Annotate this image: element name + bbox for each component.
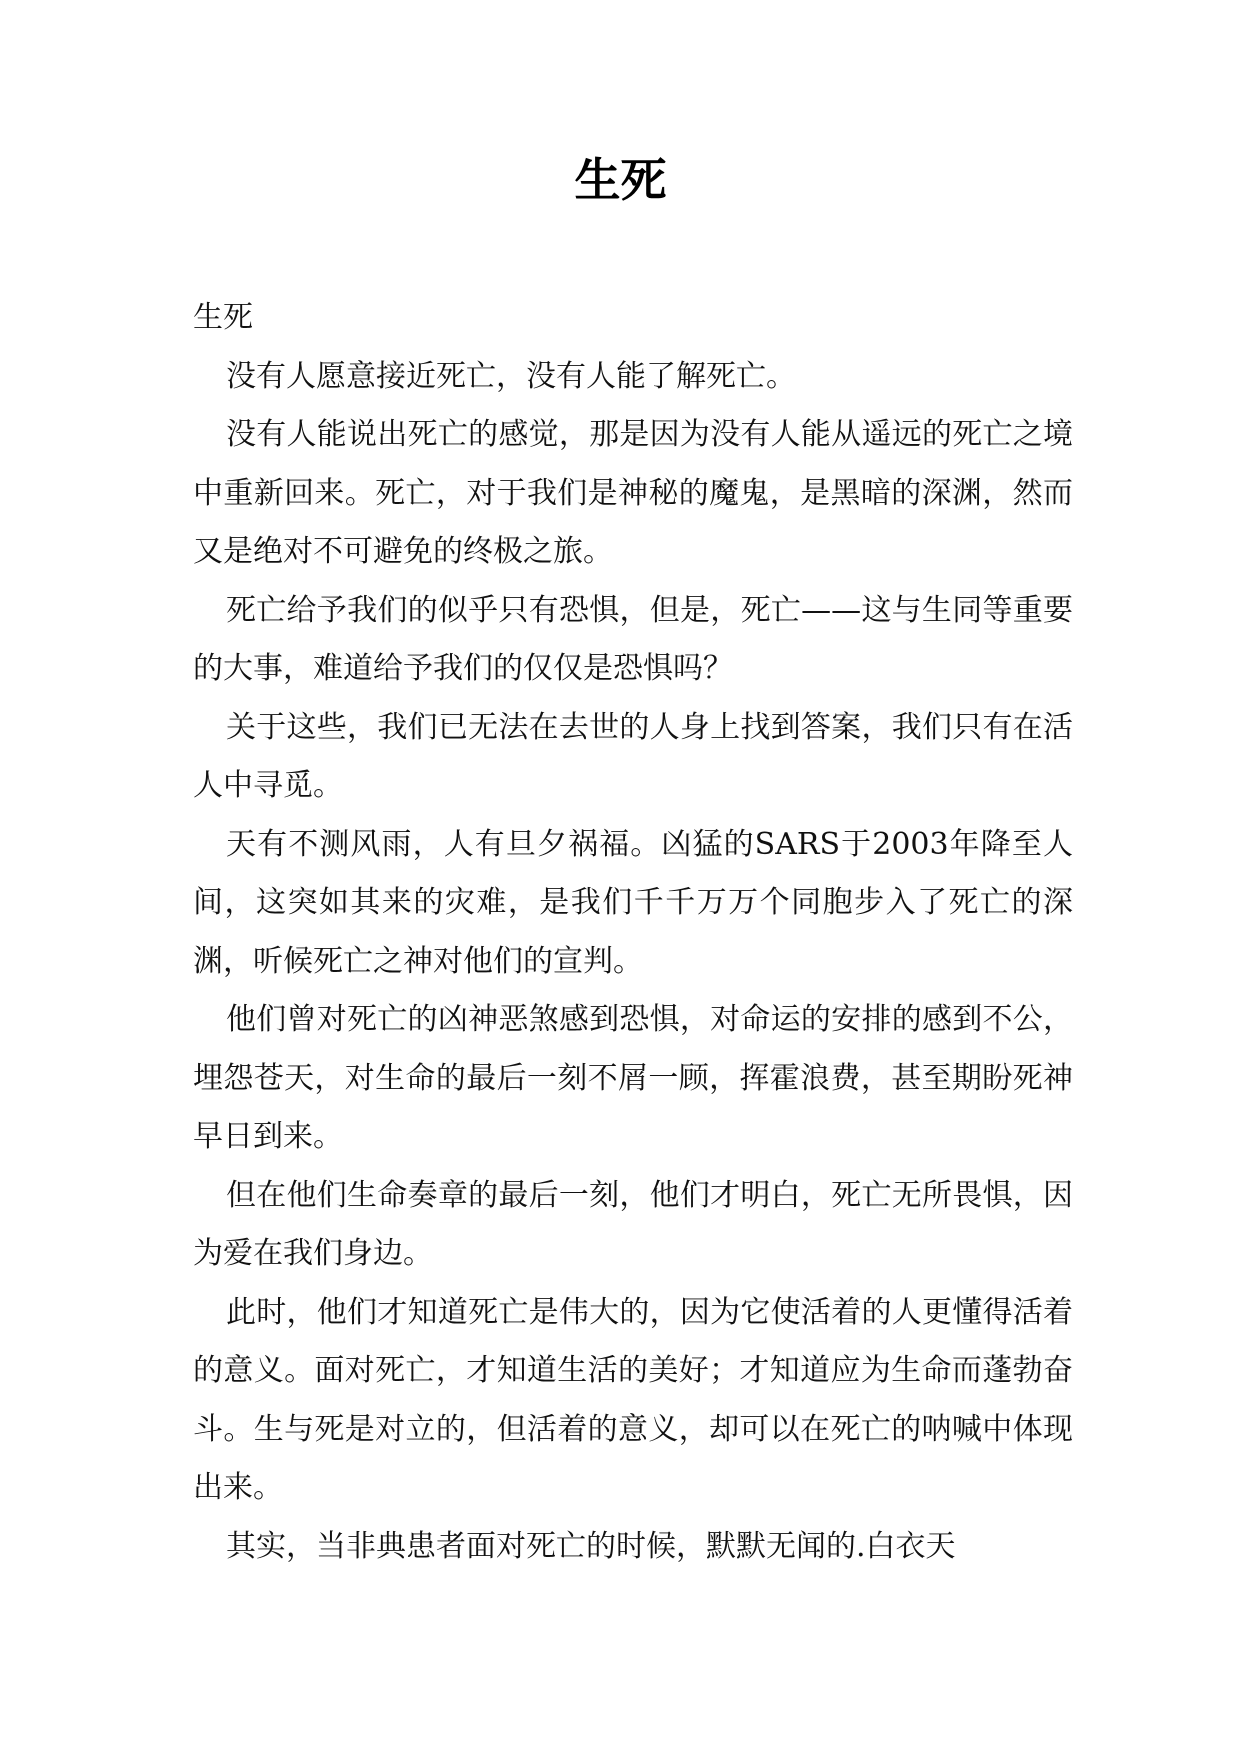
paragraph: 他们曾对死亡的凶神恶煞感到恐惧，对命运的安排的感到不公，埋怨苍天，对生命的最后一刻不屑一顾，挥霍浪费，甚至期盼死神早日到来。: [193, 1002, 1073, 1154]
document-title: 生死: [574, 153, 667, 207]
paragraph: 此时，他们才知道死亡是伟大的，因为它使活着的人更懂得活着的意义。面对死亡，才知道生活的美好；才知道应为生命而蓬勃奋斗。生与死是对立的，但活着的意义，却可以在死亡的呐喊中体现出来。: [193, 1294, 1073, 1505]
document-subtitle: 生死: [193, 300, 253, 335]
paragraph: 没有人愿意接近死亡，没有人能了解死亡。: [226, 358, 796, 394]
paragraph: 关于这些，我们已无法在去世的人身上找到答案，我们只有在活人中寻觅。: [193, 709, 1073, 803]
paragraph: 死亡给予我们的似乎只有恐惧，但是，死亡——这与生同等重要的大事，难道给予我们的仅仅是恐惧吗？: [193, 592, 1073, 686]
paragraph: 没有人能说出死亡的感觉，那是因为没有人能从遥远的死亡之境中重新回来。死亡，对于我们是神秘的魔鬼，是黑暗的深渊，然而又是绝对不可避免的终极之旅。: [193, 417, 1073, 569]
paragraph: 其实，当非典患者面对死亡的时候，默默无闻的.白衣天: [226, 1528, 956, 1564]
paragraph: 天有不测风雨，人有旦夕祸福。凶猛的SARS于2003年降至人间，这突如其来的灾难，是我们千千万万个同胞步入了死亡的深渊，听候死亡之神对他们的宣判。: [193, 826, 1073, 979]
paragraph: 但在他们生命奏章的最后一刻，他们才明白，死亡无所畏惧，因为爱在我们身边。: [193, 1177, 1073, 1271]
document-body: [193, 289, 1073, 1576]
